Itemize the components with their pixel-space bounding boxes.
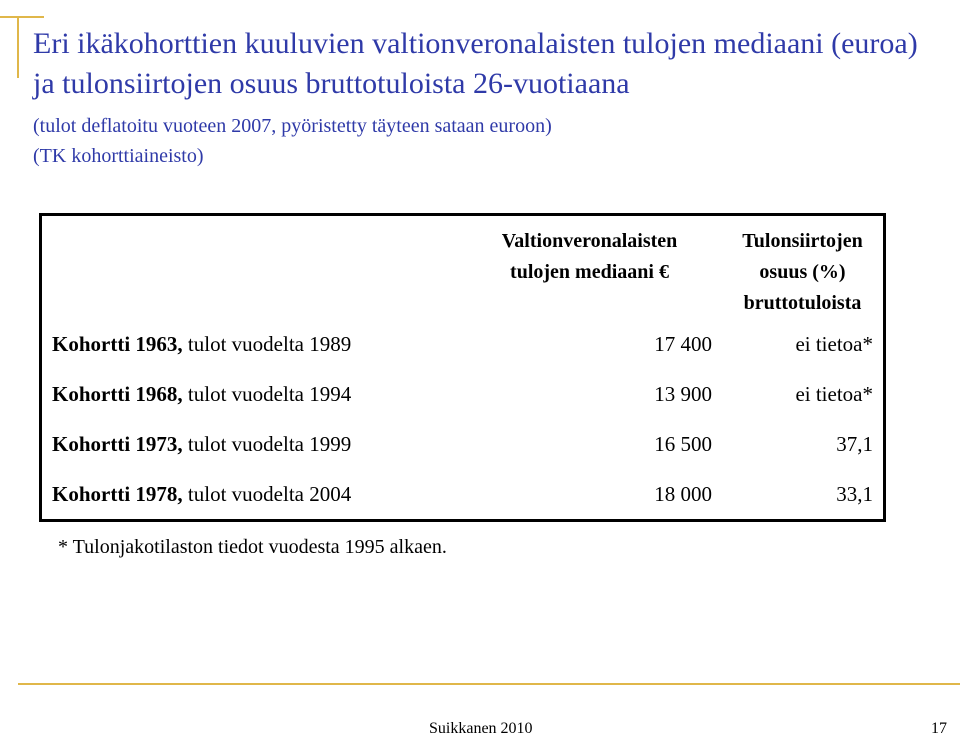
- row-label: [41, 319, 458, 369]
- transfer-share-cell: ei tietoa*: [795, 381, 873, 406]
- row-label: [41, 469, 458, 521]
- table-header-row: [41, 215, 885, 320]
- income-year-label: tulot vuodelta 1989: [187, 331, 352, 356]
- accent-line-top: [0, 16, 44, 18]
- page-number: 17: [931, 720, 947, 737]
- header-transfer-line3: bruttotuloista: [743, 292, 862, 314]
- income-year-label: tulot vuodelta 2004: [187, 481, 352, 506]
- header-median-line2: tulojen mediaani €: [510, 261, 669, 283]
- slide-subtitle: [33, 111, 943, 171]
- footer-author: Suikkanen 2010: [429, 720, 533, 737]
- subtitle-line-1: (tulot deflatoitu vuoteen 2007, pyöristetty täyteen sataan euroon): [33, 115, 552, 137]
- header-transfer-line1: Tulonsiirtojen: [742, 230, 863, 252]
- header-empty: [41, 215, 458, 320]
- cohort-label: Kohortti 1968,: [52, 381, 183, 406]
- transfer-share-cell: ei tietoa*: [795, 331, 873, 356]
- row-label: [41, 419, 458, 469]
- header-transfer-share: [722, 215, 885, 320]
- table-row: [41, 319, 885, 369]
- cohort-label: Kohortti 1963,: [52, 331, 183, 356]
- cohort-label: Kohortti 1973,: [52, 431, 183, 456]
- median-cell: 18 000: [654, 481, 712, 506]
- median-cell: 17 400: [654, 331, 712, 356]
- header-median: [457, 215, 722, 320]
- cohort-label: Kohortti 1978,: [52, 481, 183, 506]
- income-table: [39, 213, 886, 522]
- header-transfer-line2: osuus (%): [759, 261, 846, 283]
- table-row: [41, 419, 885, 469]
- header-median-line1: Valtionveronalaisten: [501, 230, 678, 252]
- table-row: [41, 369, 885, 419]
- slide-title: Eri ikäkohorttien kuuluvien valtionveronalaisten tulojen mediaani (euroa) ja tulonsiirtojen osuus bruttotuloista 26-vuotiaana: [33, 27, 918, 100]
- median-cell: 13 900: [654, 381, 712, 406]
- table-row: [41, 469, 885, 521]
- income-year-label: tulot vuodelta 1999: [187, 431, 352, 456]
- footnote: * Tulonjakotilaston tiedot vuodesta 1995 alkaen.: [58, 536, 447, 558]
- subtitle-line-2: (TK kohorttiaineisto): [33, 145, 204, 167]
- income-year-label: tulot vuodelta 1994: [187, 381, 352, 406]
- transfer-share-cell: 33,1: [836, 481, 873, 506]
- median-cell: 16 500: [654, 431, 712, 456]
- accent-line-vertical: [17, 18, 19, 78]
- transfer-share-cell: 37,1: [836, 431, 873, 456]
- footer-divider: [18, 683, 960, 685]
- row-label: [41, 369, 458, 419]
